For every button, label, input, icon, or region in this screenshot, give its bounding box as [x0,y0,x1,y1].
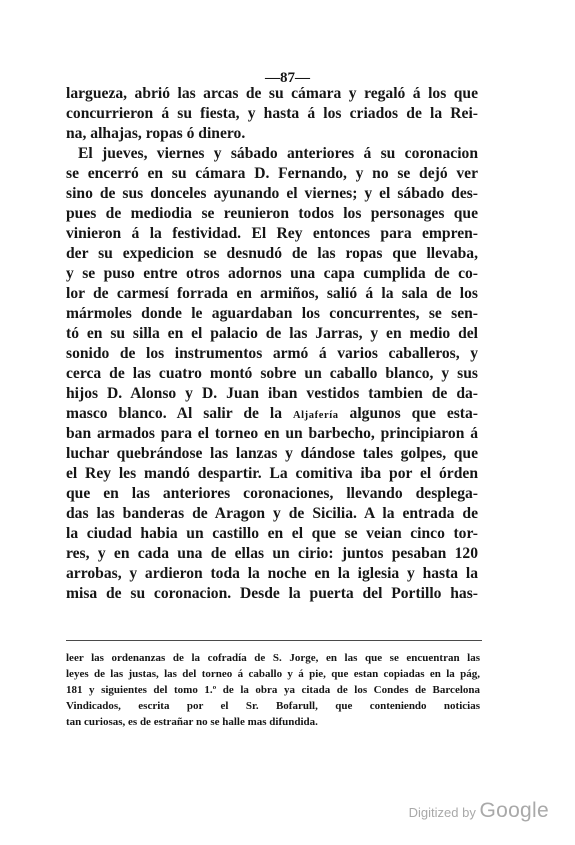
text-segment: algunos que esta- [338,405,478,422]
text-line: na, alhajas, ropas ó dinero. [66,125,246,142]
text-line: concurrieron á su fiesta, y hasta á los criados de la Rei- [66,105,478,122]
footnote-divider [66,640,482,641]
text-line: El jueves, viernes y sábado anteriores á su coronacion [78,145,478,162]
footnote [66,650,480,730]
text-line: la ciudad habia un castillo en el que se veian cinco tor- [66,525,478,542]
digitized-by-google-watermark [409,799,549,823]
watermark-prefix: Digitized by [408,805,480,820]
text-line: largueza, abrió las arcas de su cámara y regaló á los que [66,85,478,102]
text-line: cerca de las cuatro montó sobre un caballo blanco, y sus [66,365,478,382]
footnote-line: Vindicados, escrita por el Sr. Bofarull, que conteniendo noticias [66,700,480,712]
text-line: ban armados para el torneo en un barbecho, principiaron á [66,425,478,442]
text-line: el Rey les mandó despartir. La comitiva iba por el órden [66,465,478,482]
text-line: que en las anteriores coronaciones, llevando desplega- [66,485,478,502]
text-line: tó en su silla en el palacio de las Jarras, y en medio del [66,325,478,342]
text-line: hijos D. Alonso y D. Juan iban vestidos tambien de da- [66,385,478,402]
text-line: vinieron á la festividad. El Rey entonces para empren- [66,225,478,242]
text-line: pues de mediodia se reunieron todos los personages que [66,205,478,222]
text-line: der su expedicion se desnudó de las ropas que llevaba, [66,245,478,262]
text-line: lor de carmesí forrada en armiños, salió á la sala de los [66,285,478,302]
text-line: res, y en cada una de ellas un cirio: juntos pesaban 120 [66,545,478,562]
footnote-line: 181 y siguientes del tomo 1.º de la obra ya citada de los Condes de Barcelona [66,684,480,696]
text-line: arrobas, y ardieron toda la noche en la iglesia y hasta la [66,565,478,582]
footnote-line: tan curiosas, es de estrañar no se halle mas difundida. [66,716,318,728]
text-line [66,404,478,424]
text-segment: masco blanco. Al salir de la [66,405,293,422]
page-number: —87— [265,70,310,86]
footnote-line: leer las ordenanzas de la cofradía de S. Jorge, en las que se encuentran las [66,652,480,664]
text-line: misa de su coronacion. Desde la puerta del Portillo has- [66,585,478,602]
body-text [66,84,478,604]
small-caps-place-name: Aljafería [292,410,339,421]
footnote-line: leyes de las justas, las del torneo á caballo y á pie, que estan copiadas en la pág, [66,668,480,680]
text-line: se encerró en su cámara D. Fernando, y no se dejó ver [66,165,478,182]
text-line: luchar quebrándose las lanzas y dándose tales golpes, que [66,445,478,462]
text-line: mármoles donde le aguardaban los concurrentes, se sen- [66,305,478,322]
google-logo-text: Google [479,799,549,822]
text-line: sino de sus donceles ayunando el viernes; y el sábado des- [66,185,478,202]
text-line: das las banderas de Aragon y de Sicilia. A la entrada de [66,505,478,522]
text-line: sonido de los instrumentos armó á varios caballeros, y [66,345,478,362]
text-line: y se puso entre otros adornos una capa cumplida de co- [66,265,478,282]
